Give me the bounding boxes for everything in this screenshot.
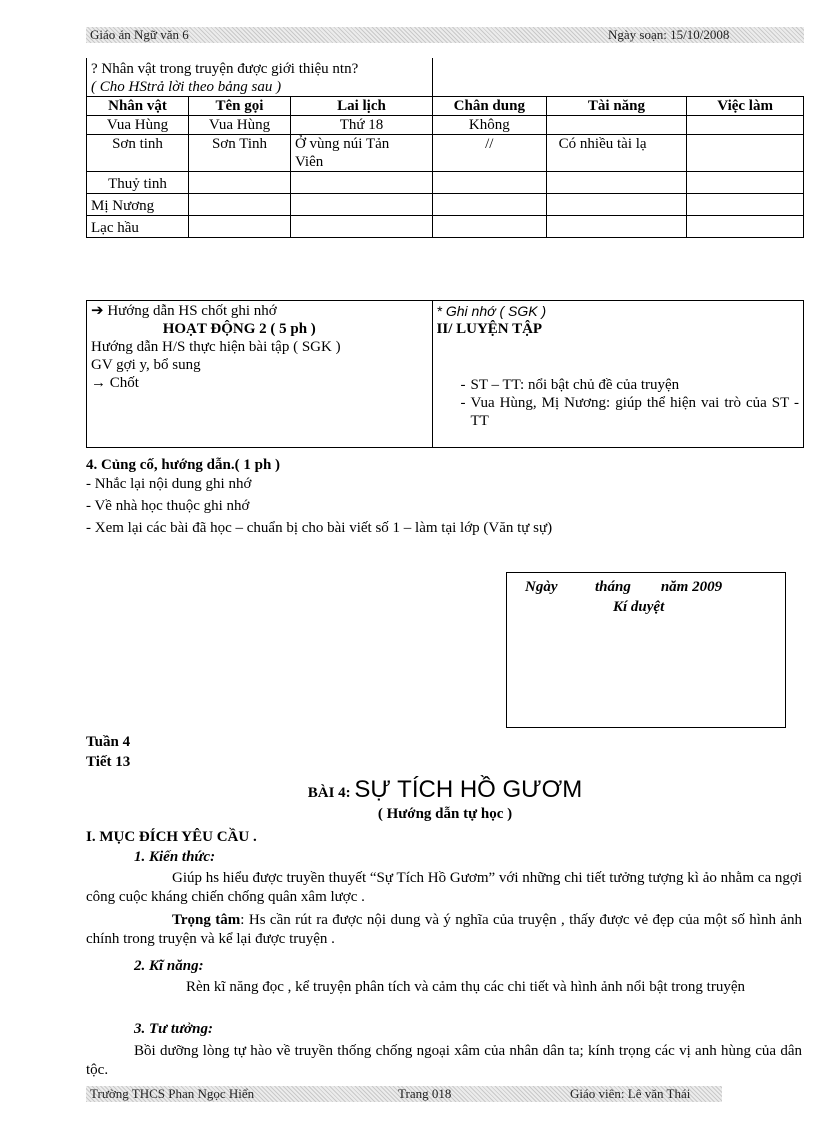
table-cell: Mị Nương	[87, 194, 189, 216]
col-header: Nhân vật	[87, 97, 189, 116]
consolidate-item: - Nhắc lại nội dung ghi nhớ	[86, 476, 252, 492]
paragraph: Giúp hs hiểu được truyền thuyết “Sự Tích Hồ Gươm” với những chi tiết tưởng tượng kì ảo nhằm ca ngợi công cuộc kháng chiến chống quân xâm lược .	[86, 870, 802, 905]
footer-teacher: Giáo viên: Lê văn Thái	[570, 1086, 691, 1101]
consolidate-item: - Xem lại các bài đã học – chuẩn bị cho bài viết số 1 – làm tại lớp (Văn tự sự)	[86, 520, 553, 536]
table-row	[87, 216, 804, 238]
subheading: 1. Kiến thức:	[134, 849, 216, 865]
subheading: 2. Kĩ năng:	[134, 958, 204, 974]
table-cell	[687, 172, 804, 194]
week-label: Tuần 4	[86, 734, 131, 750]
arrow-right-icon: →	[91, 375, 106, 391]
lesson-name: SỰ TÍCH HỒ GƯƠM	[354, 776, 583, 803]
activity-step: GV gợi y, bổ sung	[91, 357, 201, 373]
col-header: Chân dung	[432, 97, 546, 116]
activity-table	[86, 300, 804, 448]
bullet-item: - ST – TT: nổi bật chủ đề của truyện	[460, 377, 680, 393]
footer-school: Trường THCS Phan Ngọc Hiển	[90, 1086, 255, 1101]
header-left: Giáo án Ngữ văn 6	[90, 27, 189, 42]
table-cell: Thuỷ tinh	[87, 172, 189, 194]
consolidate-title: 4. Củng cố, hướng dẫn.( 1 ph )	[86, 457, 281, 473]
remember-note: * Ghi nhớ ( SGK )	[436, 303, 547, 319]
table-cell: //	[432, 135, 546, 172]
col-header: Lai lịch	[290, 97, 432, 116]
paragraph	[86, 911, 802, 949]
lesson-subtitle: ( Hướng dẫn tự học )	[377, 806, 513, 822]
activity-left	[87, 301, 433, 448]
table-row	[87, 194, 804, 216]
paragraph: Bồi dưỡng lòng tự hào về truyền thống chống ngoại xâm của nhân dân ta; kính trọng các vị anh hùng của dân tộc.	[86, 1043, 802, 1078]
table-cell: Sơn tinh	[87, 135, 189, 172]
question-text: ? Nhân vật trong truyện được giới thiệu ntn?	[91, 61, 359, 77]
lesson-title	[86, 776, 804, 804]
table-cell: Lạc hầu	[87, 216, 189, 238]
table-cell	[546, 216, 687, 238]
paragraph: Rèn kĩ năng đọc , kể truyện phân tích và cảm thụ các chi tiết và hình ảnh nổi bật trong truyện	[186, 979, 745, 995]
table-cell	[687, 216, 804, 238]
lesson-prefix: BÀI 4:	[307, 785, 351, 801]
table-cell	[290, 216, 432, 238]
header-right: Ngày soạn: 15/10/2008	[608, 27, 730, 42]
table-cell: Có nhiều tài lạ	[546, 135, 687, 172]
question-note: ( Cho HStrả lời theo bảng sau )	[91, 79, 282, 95]
period-label: Tiết 13	[86, 754, 131, 770]
practice-heading: II/ LUYỆN TẬP	[436, 321, 543, 337]
table-row	[87, 135, 804, 172]
table-cell	[432, 216, 546, 238]
col-header: Tài năng	[546, 97, 687, 116]
table-cell	[188, 194, 290, 216]
approval-label: Kí duyệt	[613, 599, 665, 615]
focus-text: : Hs cần rút ra được nội dung và ý nghĩa của truyện , thấy được vẻ đẹp của một số hình ảnh chính trong truyện và kể lại được truyện .	[86, 912, 802, 947]
page-footer	[86, 1086, 722, 1102]
subheading: 3. Tư tưởng:	[134, 1021, 213, 1037]
footer-page: Trang 018	[398, 1086, 452, 1101]
table-cell	[432, 194, 546, 216]
table-cell: Vua Hùng	[188, 116, 290, 135]
table-cell: Không	[432, 116, 546, 135]
table-cell: Ở vùng núi Tản Viên	[290, 135, 432, 172]
table-cell	[687, 135, 804, 172]
activity-step: Hướng dẫn HS chốt ghi nhớ	[107, 303, 277, 319]
table-cell	[432, 172, 546, 194]
question-cell	[87, 58, 433, 97]
table-cell	[188, 216, 290, 238]
table-cell	[546, 172, 687, 194]
activity-step: Hướng dẫn H/S thực hiện bài tập ( SGK )	[91, 339, 341, 355]
table-cell	[290, 194, 432, 216]
table-cell: Thứ 18	[290, 116, 432, 135]
approval-box	[506, 572, 786, 728]
activity-step: Chốt	[109, 375, 139, 391]
table-cell	[687, 194, 804, 216]
question-right-cell	[432, 58, 803, 97]
section-title: I. MỤC ĐÍCH YÊU CẦU .	[86, 829, 257, 845]
table-row	[87, 116, 804, 135]
table-cell: Vua Hùng	[87, 116, 189, 135]
table-cell	[687, 116, 804, 135]
table-cell	[188, 172, 290, 194]
arrow-right-icon: ➔	[91, 303, 104, 319]
activity-title: HOẠT ĐỘNG 2 ( 5 ph )	[162, 321, 316, 337]
approval-date: Ngày tháng năm 2009	[525, 579, 723, 595]
character-table	[86, 58, 804, 238]
question-row	[87, 58, 804, 97]
table-cell	[290, 172, 432, 194]
bullet-item: - Vua Hùng, Mị Nương: giúp thể hiện vai trò của ST - TT	[460, 395, 799, 429]
table-header-row	[87, 97, 804, 116]
activity-right	[432, 301, 803, 448]
consolidate-item: - Về nhà học thuộc ghi nhớ	[86, 498, 250, 514]
table-row	[87, 172, 804, 194]
col-header: Việc làm	[687, 97, 804, 116]
focus-label: Trọng tâm	[172, 912, 241, 928]
table-cell: Sơn Tinh	[188, 135, 290, 172]
bullet-text: Vua Hùng, Mị Nương: giúp thể hiện vai trò của ST - TT	[470, 395, 799, 429]
table-cell	[546, 194, 687, 216]
table-cell	[546, 116, 687, 135]
page-header	[86, 27, 804, 43]
col-header: Tên gọi	[188, 97, 290, 116]
bullet-text: ST – TT: nổi bật chủ đề của truyện	[470, 377, 680, 393]
